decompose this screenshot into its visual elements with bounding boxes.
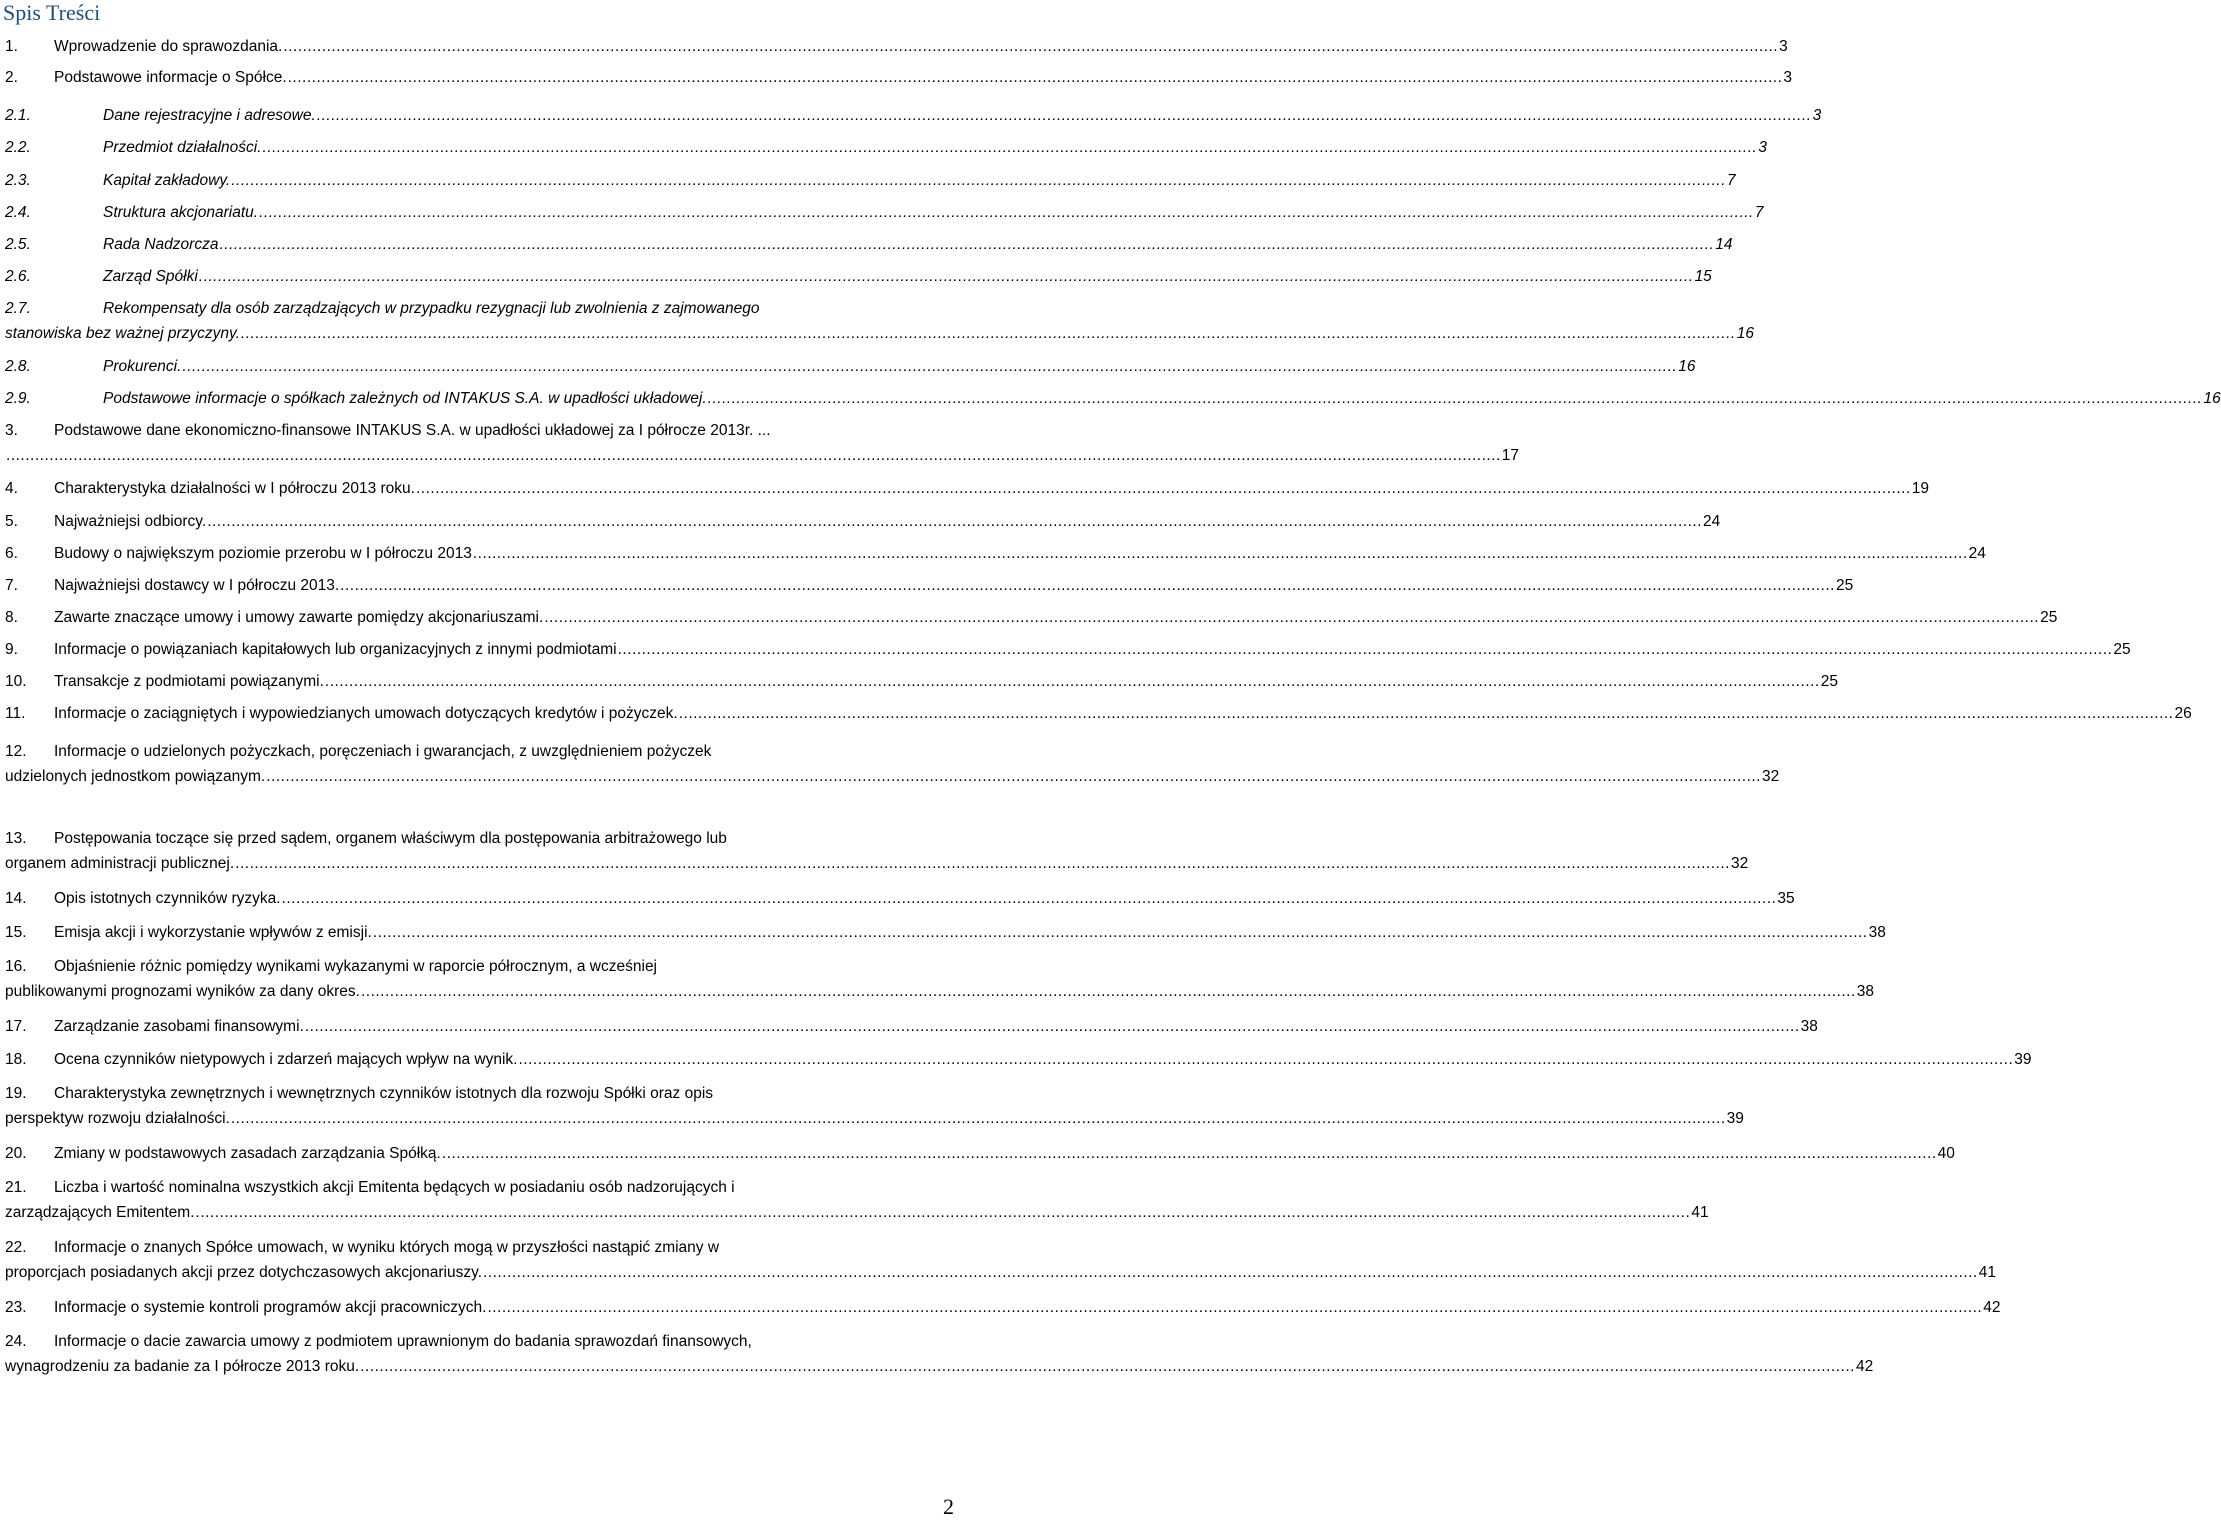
toc-entry-17[interactable] <box>5 1014 1818 1039</box>
toc-number: 2.4. <box>5 204 31 221</box>
toc-title: Objaśnienie różnic pomiędzy wynikami wykazanymi w raporcie półrocznym, a wcześniej <box>54 958 658 975</box>
toc-leader <box>518 1047 2013 1072</box>
toc-title: Prokurenci. <box>103 358 182 375</box>
toc-title: Ocena czynników nietypowych i zdarzeń mających wpływ na wynik. <box>54 1051 518 1068</box>
toc-leader <box>207 509 1702 534</box>
toc-leader <box>219 232 1714 257</box>
toc-leader <box>288 65 1783 90</box>
toc-entry-8[interactable] <box>5 605 2058 630</box>
toc-title: Rekompensaty dla osób zarządzających w przypadku rezygnacji lub zwolnienia z zajmowanego <box>103 300 760 317</box>
toc-leader <box>317 103 1812 128</box>
toc-number: 1. <box>5 38 18 55</box>
toc-number: 12. <box>5 743 27 760</box>
toc-title: Informacje o powiązaniach kapitałowych lub organizacyjnych z innymi podmiotami <box>54 641 617 658</box>
toc-title: Najważniejsi dostawcy w I półroczu 2013. <box>54 577 340 594</box>
toc-entry-19[interactable] <box>5 1081 1744 1131</box>
toc-entry-2-2[interactable] <box>5 135 1767 160</box>
toc-entry-12[interactable] <box>5 739 1780 789</box>
toc-title: Opis istotnych czynników ryzyka. <box>54 890 281 907</box>
toc-page: 25 <box>1835 577 1854 594</box>
toc-page: 25 <box>2040 609 2058 626</box>
toc-number: 11. <box>5 705 26 722</box>
toc-number: 16. <box>5 958 27 975</box>
toc-leader <box>473 541 1968 566</box>
toc-title: Charakterystyka działalności w I półroczu 2013 roku. <box>54 480 415 497</box>
toc-page: 3 <box>1812 107 1822 124</box>
toc-entry-20[interactable] <box>5 1141 1955 1166</box>
toc-title: Kapitał zakładowy. <box>103 172 231 189</box>
toc-page: 16 <box>1678 358 1696 375</box>
toc-title-continued: udzielonych jednostkom powiązanym. <box>5 768 266 785</box>
toc-title-continued: organem administracji publicznej. <box>5 855 235 872</box>
toc-page: 35 <box>1777 890 1795 907</box>
toc-entry-9[interactable] <box>5 637 2131 662</box>
toc-leader <box>708 386 2203 411</box>
toc-entry-2-1[interactable] <box>5 103 1822 128</box>
toc-title: Informacje o znanych Spółce umowach, w wyniku których mogą w przyszłości nastąpić zmiany w <box>54 1239 720 1256</box>
toc-number: 2.1. <box>5 107 31 124</box>
toc-page: 3 <box>1779 38 1788 55</box>
toc-title: Podstawowe informacje o spółkach zależnych od INTAKUS S.A. w upadłości układowej. <box>103 390 707 407</box>
toc-number: 10. <box>5 673 27 690</box>
toc-page: 16 <box>2203 390 2221 407</box>
toc-leader <box>340 573 1835 598</box>
toc-title: Postępowania toczące się przed sądem, organem właściwym dla postępowania arbitrażowego lub <box>54 830 727 847</box>
toc-entry-16[interactable] <box>5 954 1874 1004</box>
toc-title-continued: publikowanymi prognozami wyników za dany okres. <box>5 983 360 1000</box>
toc-number: 2.8. <box>5 358 31 375</box>
toc-title: Dane rejestracyjne i adresowe. <box>103 107 316 124</box>
toc-leader <box>241 321 1736 346</box>
toc-leader <box>182 354 1677 379</box>
toc-leader <box>259 200 1754 225</box>
toc-page: 39 <box>1726 1110 1744 1127</box>
toc-number: 23. <box>5 1299 27 1316</box>
toc-page: 24 <box>1703 513 1721 530</box>
toc-leader <box>199 264 1694 289</box>
toc-page: 41 <box>1978 1264 1997 1281</box>
toc-page: 14 <box>1715 236 1733 253</box>
toc-number: 17. <box>5 1018 27 1035</box>
toc-leader <box>360 1354 1855 1379</box>
toc-entry-3[interactable] <box>5 418 1520 468</box>
toc-page: 3 <box>1783 69 1793 86</box>
toc-entry-1[interactable] <box>5 34 1788 59</box>
toc-leader <box>325 669 1820 694</box>
toc-entry-23[interactable] <box>5 1295 2001 1320</box>
toc-title: Wprowadzenie do sprawozdania. <box>54 38 283 55</box>
toc-entry-24[interactable] <box>5 1329 1874 1379</box>
toc-leader <box>483 1260 1978 1285</box>
toc-entry-2-5[interactable] <box>5 232 1733 257</box>
toc-entry-21[interactable] <box>5 1175 1709 1225</box>
toc-title: Zarządzanie zasobami finansowymi. <box>54 1018 304 1035</box>
toc-title-continued: proporcjach posiadanych akcji przez dotychczasowych akcjonariuszy. <box>5 1264 482 1281</box>
toc-number: 2. <box>5 69 18 86</box>
toc-number: 6. <box>5 545 18 562</box>
toc-title: Najważniejsi odbiorcy. <box>54 513 207 530</box>
toc-title: Budowy o największym poziomie przerobu w I półroczu 2013 <box>54 545 472 562</box>
toc-title: Zmiany w podstawowych zasadach zarządzania Spółką. <box>54 1145 441 1162</box>
toc-leader <box>6 443 1501 468</box>
toc-leader <box>544 605 2039 630</box>
toc-number: 21. <box>5 1179 27 1196</box>
toc-entry-2-9[interactable] <box>5 386 2221 411</box>
toc-title: Emisja akcji i wykorzystanie wpływów z emisji. <box>54 924 372 941</box>
toc-page: 7 <box>1754 204 1764 221</box>
toc-number: 22. <box>5 1239 27 1256</box>
toc-page: 41 <box>1691 1204 1709 1221</box>
toc-page: 25 <box>2113 641 2131 658</box>
toc-title: Przedmiot działalności. <box>103 139 262 156</box>
toc-title: Charakterystyka zewnętrznych i wewnętrznych czynników istotnych dla rozwoju Spółki oraz opis <box>54 1085 714 1102</box>
toc-entry-22[interactable] <box>5 1235 1997 1285</box>
toc-number: 2.3. <box>5 172 31 189</box>
toc-page: 3 <box>1758 139 1767 156</box>
toc-leader <box>231 1106 1726 1131</box>
toc-page: 7 <box>1727 172 1736 189</box>
toc-number: 2.9. <box>5 390 31 407</box>
toc-page: 26 <box>2174 705 2192 722</box>
toc-leader <box>618 637 2113 662</box>
toc-leader <box>283 34 1778 59</box>
toc-entry-11[interactable] <box>5 701 2192 726</box>
toc-number: 2.6. <box>5 268 31 285</box>
toc-leader <box>679 701 2174 726</box>
toc-entry-7[interactable] <box>5 573 1854 598</box>
page-title: Spis Treści <box>3 0 101 25</box>
toc-leader <box>442 1141 1937 1166</box>
toc-leader <box>305 1014 1800 1039</box>
toc-page: 25 <box>1820 673 1838 690</box>
toc-number: 13. <box>5 830 27 847</box>
toc-entry-13[interactable] <box>5 826 1749 876</box>
toc-number: 5. <box>5 513 18 530</box>
toc-page: 39 <box>2014 1051 2032 1068</box>
toc-title: Rada Nadzorcza <box>103 236 219 253</box>
toc-number: 7. <box>5 577 18 594</box>
toc-number: 2.7. <box>5 300 31 317</box>
toc-title: Informacje o udzielonych pożyczkach, poręczeniach i gwarancjach, z uwzględnieniem pożyczek <box>54 743 712 760</box>
toc-page: 32 <box>1730 855 1749 872</box>
toc-title-continued: wynagrodzeniu za badanie za I półrocze 2013 roku. <box>5 1358 360 1375</box>
toc-title: Zarząd Spółki <box>103 268 198 285</box>
toc-page: 40 <box>1937 1145 1955 1162</box>
toc-leader <box>373 920 1868 945</box>
toc-number: 18. <box>5 1051 27 1068</box>
toc-page: 16 <box>1736 325 1754 342</box>
toc-page: 42 <box>1983 1299 2001 1316</box>
toc-leader <box>266 764 1761 789</box>
toc-number: 14. <box>5 890 27 907</box>
toc-title-continued: zarządzających Emitentem. <box>5 1204 195 1221</box>
toc-page: 15 <box>1694 268 1712 285</box>
toc-page: 32 <box>1762 768 1780 785</box>
page-number: 2 <box>943 1494 954 1519</box>
toc-leader <box>263 135 1758 160</box>
toc-entry-2-7[interactable] <box>5 296 1754 346</box>
toc-title: Transakcje z podmiotami powiązanymi. <box>54 673 324 690</box>
toc-entry-6[interactable] <box>5 541 1986 566</box>
toc-leader <box>235 851 1730 876</box>
toc-leader <box>361 979 1856 1004</box>
toc-entry-2[interactable] <box>5 65 1793 90</box>
toc-title-continued: perspektyw rozwoju działalności. <box>5 1110 230 1127</box>
toc-leader <box>282 886 1777 911</box>
toc-number: 2.2. <box>5 139 31 156</box>
toc-number: 3. <box>5 422 18 439</box>
toc-page: 38 <box>1800 1018 1818 1035</box>
toc-title: Podstawowe informacje o Spółce. <box>54 69 287 86</box>
toc-leader <box>416 476 1911 501</box>
toc-entry-2-4[interactable] <box>5 200 1764 225</box>
toc-number: 15. <box>5 924 27 941</box>
toc-title-continued: stanowiska bez ważnej przyczyny. <box>5 325 240 342</box>
toc-entry-2-8[interactable] <box>5 354 1696 379</box>
toc-entry-10[interactable] <box>5 669 1838 694</box>
toc-entry-5[interactable] <box>5 509 1721 534</box>
toc-title: Informacje o dacie zawarcia umowy z podmiotem uprawnionym do badania sprawozdań finansowych, <box>54 1333 752 1350</box>
toc-entry-4[interactable] <box>5 476 1930 501</box>
toc-entry-18[interactable] <box>5 1047 2032 1072</box>
toc-number: 8. <box>5 609 18 626</box>
toc-title: Zawarte znaczące umowy i umowy zawarte pomiędzy akcjonariuszami. <box>54 609 544 626</box>
toc-number: 24. <box>5 1333 27 1350</box>
toc-page: 17 <box>1501 447 1520 464</box>
toc-number: 2.5. <box>5 236 31 253</box>
toc-leader <box>487 1295 1982 1320</box>
toc-leader <box>231 168 1726 193</box>
toc-number: 19. <box>5 1085 27 1102</box>
toc-number: 4. <box>5 480 18 497</box>
toc-page: 42 <box>1855 1358 1874 1375</box>
toc-title: Podstawowe dane ekonomiczno-finansowe INTAKUS S.A. w upadłości układowej za I półrocze 2013r. ... <box>54 422 771 439</box>
toc-page: 38 <box>1856 983 1874 1000</box>
toc-entry-15[interactable] <box>5 920 1886 945</box>
toc-title: Struktura akcjonariatu. <box>103 204 259 221</box>
toc-title: Liczba i wartość nominalna wszystkich akcji Emitenta będących w posiadaniu osób nadzorujących i <box>54 1179 735 1196</box>
toc-number: 20. <box>5 1145 27 1162</box>
toc-leader <box>196 1200 1691 1225</box>
toc-number: 9. <box>5 641 18 658</box>
toc-page: 24 <box>1968 545 1986 562</box>
toc-page: 38 <box>1868 924 1886 941</box>
toc-entry-14[interactable] <box>5 886 1795 911</box>
toc-title: Informacje o zaciągniętych i wypowiedzianych umowach dotyczących kredytów i pożyczek. <box>54 705 678 722</box>
toc-entry-2-6[interactable] <box>5 264 1712 289</box>
toc-page: 19 <box>1911 480 1930 497</box>
toc-title: Informacje o systemie kontroli programów akcji pracowniczych. <box>54 1299 487 1316</box>
toc-entry-2-3[interactable] <box>5 168 1736 193</box>
